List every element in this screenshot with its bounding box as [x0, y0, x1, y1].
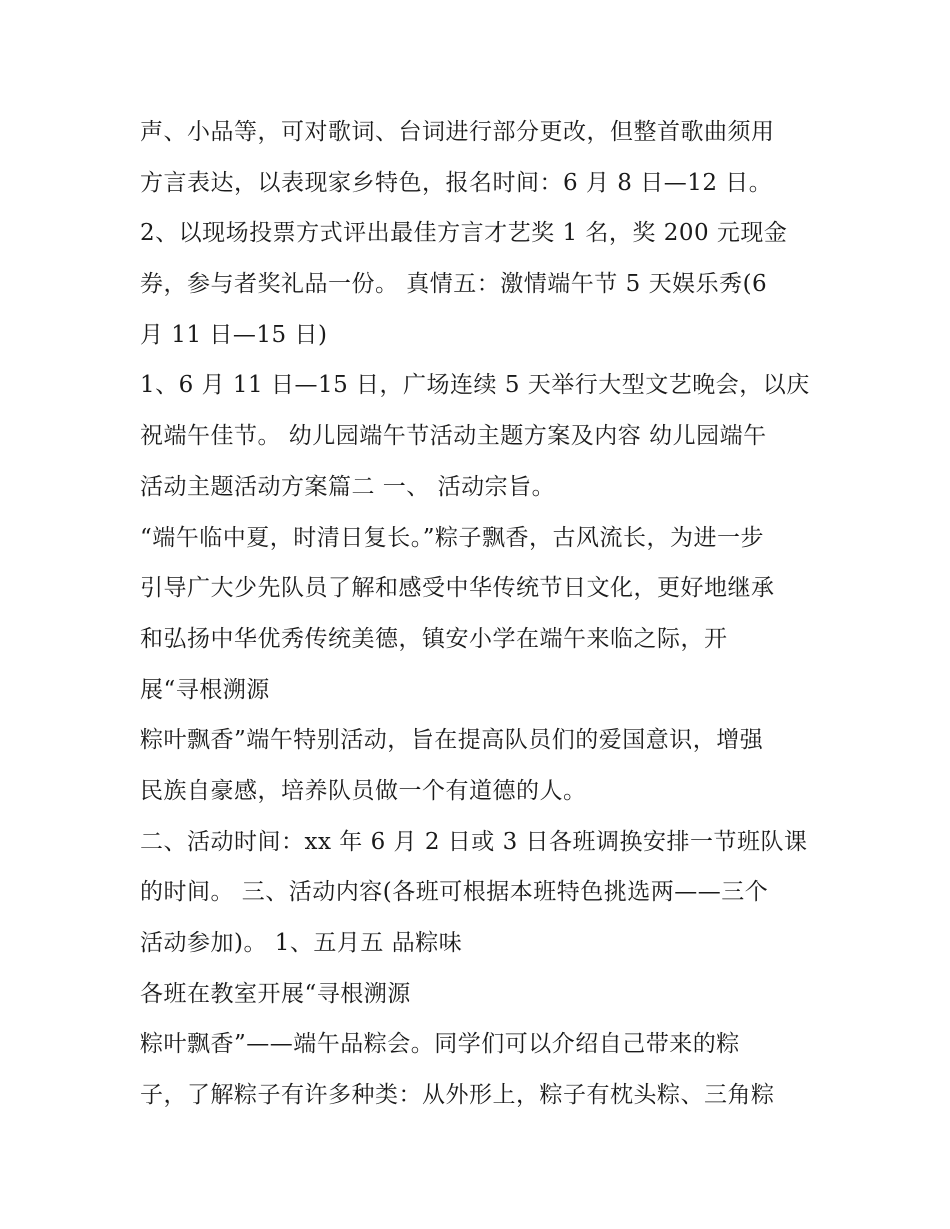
text-line: 的时间。 三、活动内容(各班可根据本班特色挑选两——三个	[140, 879, 769, 906]
text-line: 声、小品等，可对歌词、台词进行部分更改，但整首歌曲须用	[140, 119, 775, 145]
text-line: 各班在教室开展“寻根溯源	[140, 980, 411, 1007]
text-line: 券，参与者奖礼品一份。 真情五：激情端午节 5 天娱乐秀(6	[140, 271, 768, 298]
text-line: 月 11 日—15 日)	[140, 321, 328, 348]
text-line: 祝端午佳节。 幼儿园端午节活动主题方案及内容 幼儿园端午	[140, 423, 767, 450]
text-line: 子，了解粽子有许多种类：从外形上，粽子有枕头粽、三角粽	[140, 1082, 775, 1109]
text-line: 和弘扬中华优秀传统美德，镇安小学在端午来临之际，开	[140, 625, 728, 652]
text-line: 活动主题活动方案篇二 一、 活动宗旨。	[140, 473, 556, 500]
text-line: 民族自豪感，培养队员做一个有道德的人。	[140, 777, 587, 804]
text-line: 粽叶飘香”端午特别活动，旨在提高队员们的爱国意识，增强	[140, 727, 764, 754]
text-line: 方言表达，以表现家乡特色，报名时间：6 月 8 日—12 日。	[140, 169, 773, 196]
text-line: 展“寻根溯源	[140, 676, 270, 703]
body-text	[140, 107, 840, 1121]
text-line: 二、活动时间：xx 年 6 月 2 日或 3 日各班调换安排一节班队课	[140, 828, 808, 855]
text-line: 活动参加)。 1、五月五 品粽味	[140, 930, 463, 956]
text-line: “端午临中夏，时清日复长。”粽子飘香，古风流长，为进一步	[140, 524, 765, 551]
text-line: 1、6 月 11 日—15 日，广场连续 5 天举行大型文艺晚会，以庆	[140, 372, 810, 399]
text-line: 粽叶飘香”——端午品粽会。同学们可以介绍自己带来的粽	[140, 1031, 740, 1058]
text-line: 2、以现场投票方式评出最佳方言才艺奖 1 名，奖 200 元现金	[140, 220, 788, 247]
text-line: 引导广大少先队员了解和感受中华传统节日文化，更好地继承	[140, 575, 775, 602]
